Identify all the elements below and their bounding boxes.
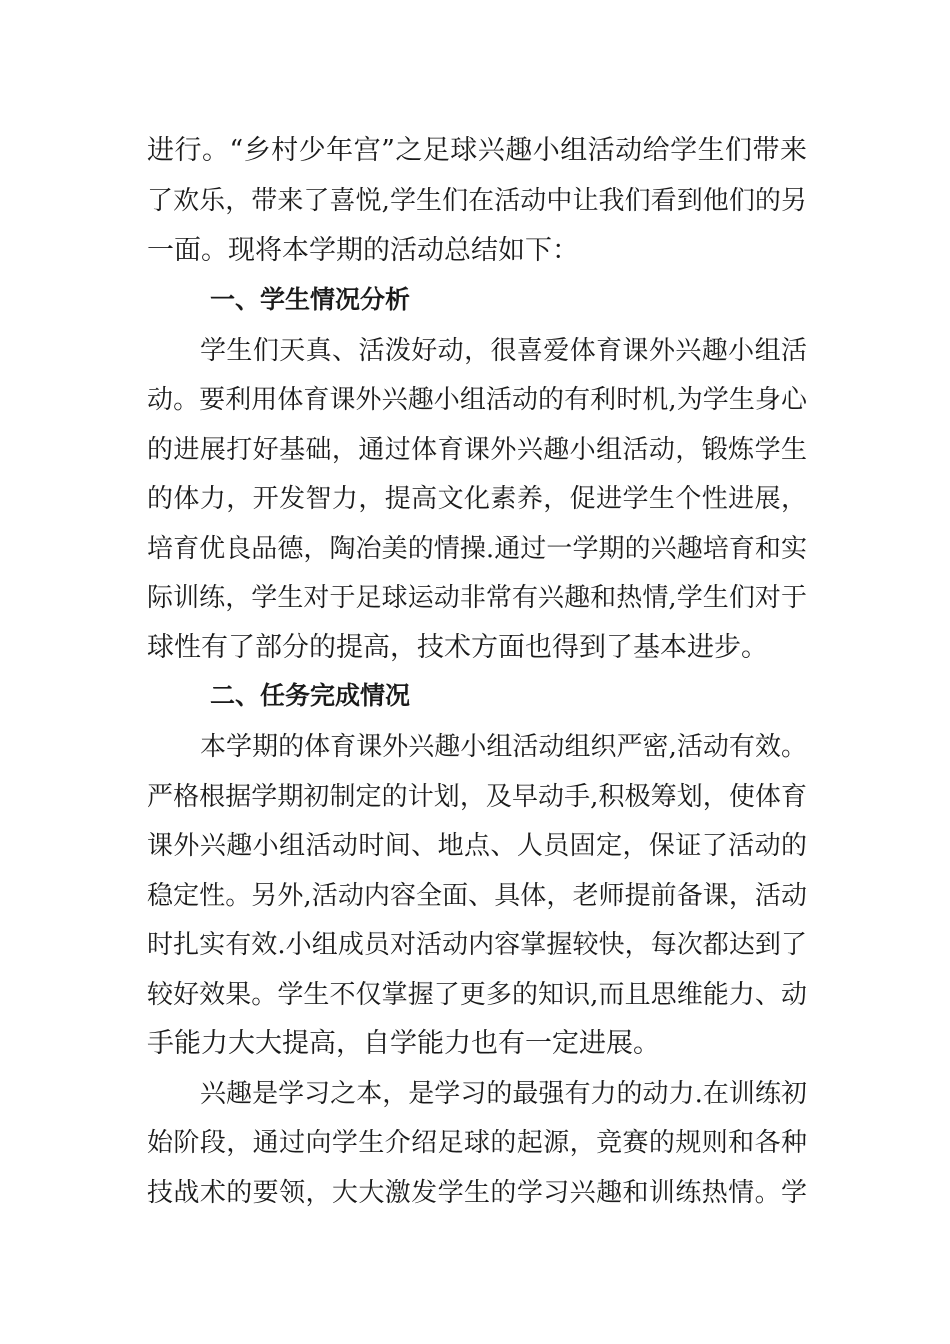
paragraph-1-line-7: 球性有了部分的提高，技术方面也得到了基本进步。 — [147, 632, 768, 663]
paragraph-2-line-1: 本学期的体育课外兴趣小组活动组织严密,活动有效。 — [200, 732, 807, 762]
paragraph-2-line-7: 手能力大大提高，自学能力也有一定进展。 — [147, 1028, 660, 1059]
intro-line-2: 了欢乐，带来了喜悦,学生们在活动中让我们看到他们的另 — [147, 186, 807, 216]
paragraph-3-line-3: 技战术的要领，大大激发学生的学习兴趣和训练热情。学 — [147, 1178, 807, 1208]
paragraph-1-line-2: 动。要利用体育课外兴趣小组活动的有利时机,为学生身心 — [147, 385, 807, 415]
paragraph-2-line-2: 严格根据学期初制定的计划，及早动手,积极筹划，使体育 — [147, 782, 807, 812]
paragraph-1-line-5: 培育优良品德，陶冶美的情操.通过一学期的兴趣培育和实 — [147, 534, 807, 564]
paragraph-2-line-3: 课外兴趣小组活动时间、地点、人员固定，保证了活动的 — [147, 831, 807, 861]
paragraph-1-line-1: 学生们天真、活泼好动，很喜爱体育课外兴趣小组活 — [200, 336, 807, 366]
paragraph-2-line-5: 时扎实有效.小组成员对活动内容掌握较快，每次都达到了 — [147, 930, 807, 960]
section-heading-task-completion: 二、任务完成情况 — [210, 681, 411, 710]
paragraph-3-line-1: 兴趣是学习之本，是学习的最强有力的动力.在训练初 — [200, 1079, 807, 1109]
paragraph-2-line-4: 稳定性。另外,活动内容全面、具体，老师提前备课，活动 — [147, 881, 807, 911]
paragraph-1-line-6: 际训练，学生对于足球运动非常有兴趣和热情,学生们对于 — [147, 583, 807, 613]
paragraph-2-line-6: 较好效果。学生不仅掌握了更多的知识,而且思维能力、动 — [147, 980, 807, 1010]
paragraph-1-line-3: 的进展打好基础，通过体育课外兴趣小组活动，锻炼学生 — [147, 435, 807, 465]
section-heading-student-analysis: 一、学生情况分析 — [210, 285, 411, 314]
paragraph-3-line-2: 始阶段，通过向学生介绍足球的起源，竞赛的规则和各种 — [147, 1128, 807, 1158]
intro-line-1: 进行。“乡村少年宫”之足球兴趣小组活动给学生们带来 — [147, 135, 807, 166]
intro-line-3: 一面。现将本学期的活动总结如下： — [147, 235, 579, 266]
paragraph-1-line-4: 的体力，开发智力，提高文化素养，促进学生个性进展， — [147, 484, 807, 514]
